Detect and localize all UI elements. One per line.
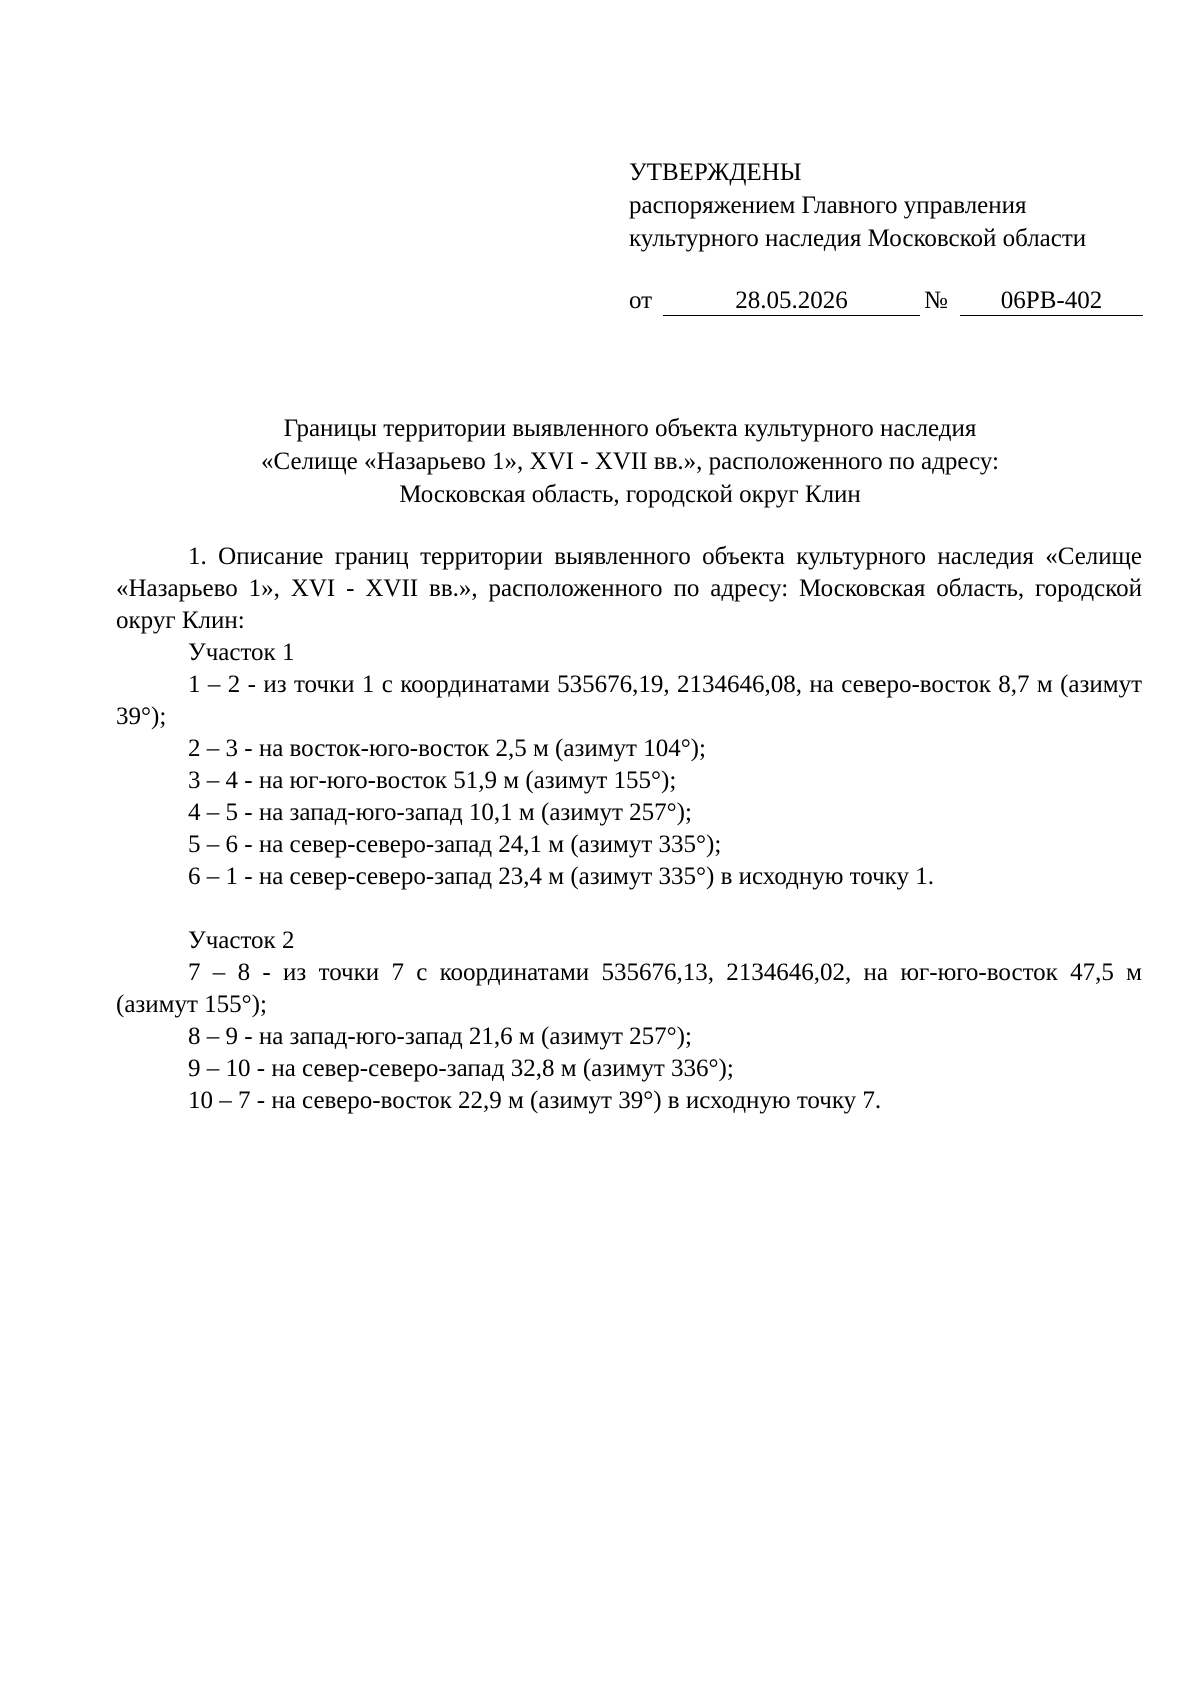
title-line-3: Московская область, городской округ Клин <box>399 481 861 508</box>
part-1-line: 2 – 3 - на восток-юго-восток 2,5 м (азимут 104°); <box>188 735 706 762</box>
number-label: № <box>924 287 948 314</box>
part-1-first-line: 1 – 2 - из точки 1 с координатами 535676,19, 2134646,08, на северо-восток 8,7 м (азимут 39°); <box>116 671 1142 730</box>
part-2-line: 10 – 7 - на северо-восток 22,9 м (азимут 39°) в исходную точку 7. <box>188 1087 882 1114</box>
part-2-first-line: 7 – 8 - из точки 7 с координатами 535676,13, 2134646,02, на юг-юго-восток 47,5 м (азимут 155°); <box>116 959 1142 1018</box>
document-body <box>116 541 1142 1117</box>
date-label: от <box>629 287 653 314</box>
section-1-intro: 1. Описание границ территории выявленного объекта культурного наследия «Селище «Назарьево 1», XVI - XVII вв.», расположенного по адресу: Московская область, городской округ Клин: <box>116 543 1142 634</box>
approval-line-2: культурного наследия Московской области <box>629 225 1087 252</box>
part-1-line: 4 – 5 - на запад-юго-запад 10,1 м (азимут 257°); <box>188 799 692 826</box>
section-gap <box>116 893 1142 925</box>
number-value: 06РВ-402 <box>960 283 1143 316</box>
part-1-heading: Участок 1 <box>188 639 295 666</box>
approval-heading: УТВЕРЖДЕНЫ <box>629 159 802 186</box>
approval-meta <box>629 283 1149 319</box>
part-1-line: 6 – 1 - на север-северо-запад 23,4 м (азимут 335°) в исходную точку 1. <box>188 863 934 890</box>
approval-block <box>629 156 1149 255</box>
document-title <box>150 412 1110 511</box>
part-1-line: 5 – 6 - на север-северо-запад 24,1 м (азимут 335°); <box>188 831 722 858</box>
part-2-line: 8 – 9 - на запад-юго-запад 21,6 м (азимут 257°); <box>188 1023 692 1050</box>
title-line-2: «Селище «Назарьево 1», XVI - XVII вв.», расположенного по адресу: <box>261 448 999 475</box>
part-2-line: 9 – 10 - на север-северо-запад 32,8 м (азимут 336°); <box>188 1055 734 1082</box>
part-1-line: 3 – 4 - на юг-юго-восток 51,9 м (азимут 155°); <box>188 767 677 794</box>
part-2-heading: Участок 2 <box>188 927 295 954</box>
approval-line-1: распоряжением Главного управления <box>629 192 1027 219</box>
date-value: 28.05.2026 <box>663 283 920 316</box>
title-line-1: Границы территории выявленного объекта культурного наследия <box>283 415 977 442</box>
